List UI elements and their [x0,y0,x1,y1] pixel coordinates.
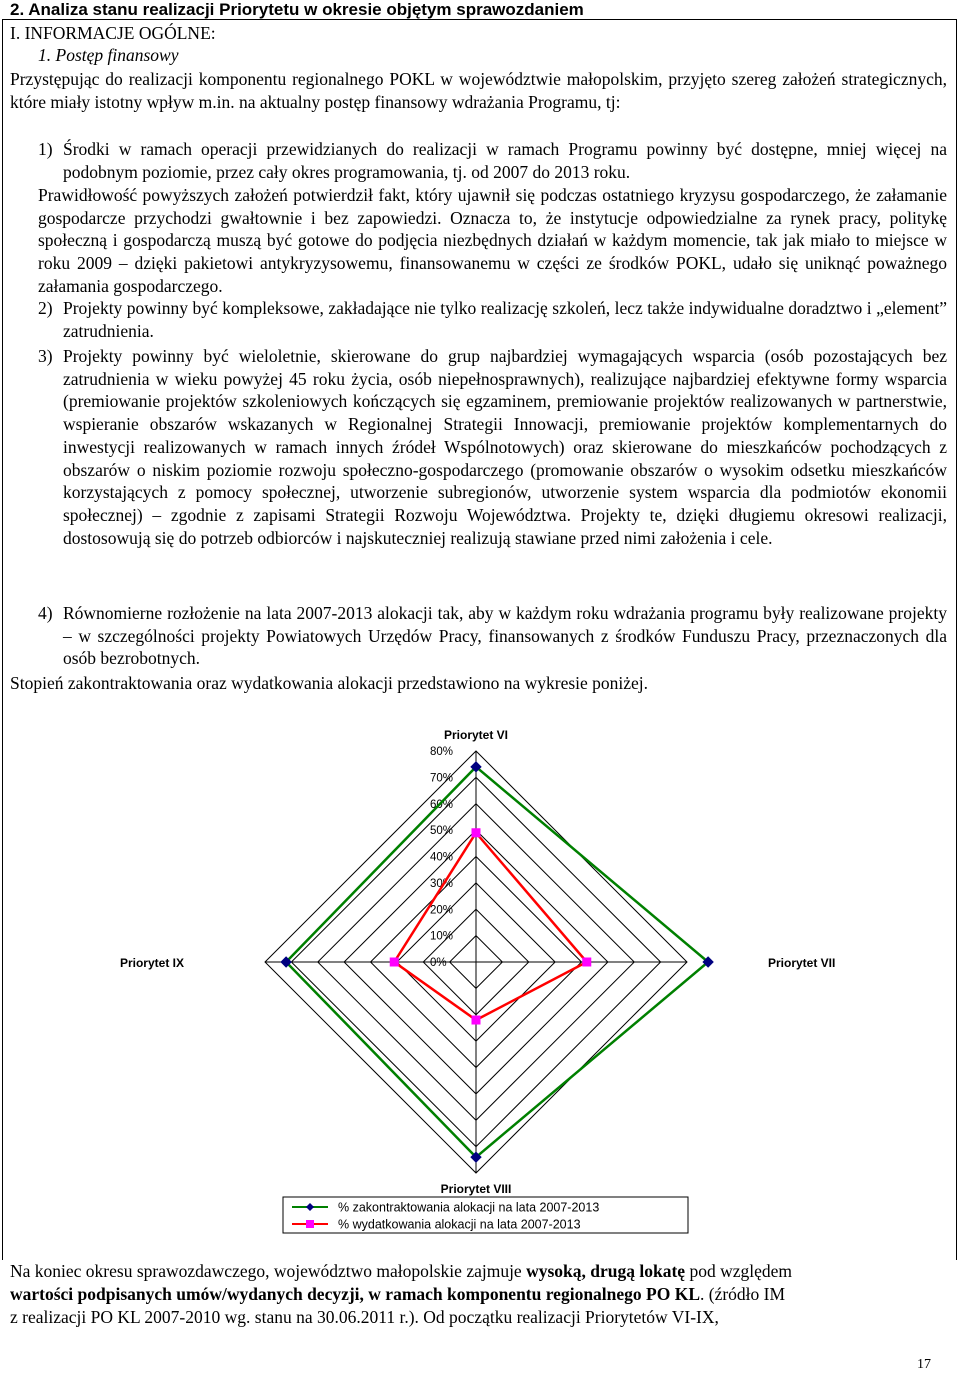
section-heading: 2. Analiza stanu realizacji Priorytetu w okresie objętym sprawozdaniem [10,0,584,19]
list-item-4 [0,602,960,672]
list-number: 2) [38,298,53,318]
radar-chart [106,701,848,1241]
radar-point-marker [583,958,591,966]
radar-chart-svg [106,701,848,1241]
list-number: 1) [38,139,53,159]
legend-label: % zakontraktowania alokacji na lata 2007-2013 [338,1200,600,1215]
intro-paragraph: Przystępując do realizacji komponentu regionalnego POKL w województwie małopolskim, przyjęto szereg założeń strategicznych, które miały istotny wpływ m.in. na aktualny postęp finansowy wdrażania Programu, tj: [10,69,947,112]
closing-line-1 [10,1260,947,1283]
radar-category-label: Priorytet VI [443,728,509,742]
radar-tick-label: 40% [430,851,454,864]
confirm-paragraph: Prawidłowość powyższych założeń potwierdził fakt, który ujawnił się podczas ostatniego kryzysu gospodarczego, że załamanie gospodarcze przychodzi gwałtownie i bez zapowiedzi. Oznacza to, że instytucje odpowiedzialne za rynek pracy, politykę społeczną i gospodarczą muszą być gotowe do podjęcia niezbędnych działań w każdym momencie, tak jak miało to miejsce w roku 2009 – dzięki pakietowi antykryzysowemu, finansowanemu w części ze środków POKL, udało się uniknąć poważnego załamania gospodarczego. [38,185,947,296]
radar-category-label: Priorytet VII [768,956,836,970]
radar-category-label: Priorytet IX [119,956,184,970]
closing-line-3: z realizacji PO KL 2007-2010 wg. stanu na 30.06.2011 r.). Od początku realizacji Priorytetów VI-IX, [10,1307,719,1327]
legend-label: % wydatkowania alokacji na lata 2007-2013 [338,1217,581,1232]
closing-text: . (źródło IM [700,1284,786,1304]
list-text: Projekty powinny być wieloletnie, skierowane do grup najbardziej wymagających wsparcia (osób pozostających bez zatrudnienia w wieku powyżej 45 roku życia, osób niepełnosprawnych), realizujące najbardziej efektywne formy wsparcia (premiowanie projektów szkoleniowych kończących się egzaminem, premiowanie projektów realizowanych w partnerstwie, wspieranie obszarów wskazanych w Regionalnej Strategii Innowacji, premiowanie projektów komplementarnych do inwestycji realizowanych w ramach innych źródeł Wspólnotowych) oraz skierowane do mieszkańców pochodzących z obszarów o niskim poziomie rozwoju społeczno-gospodarczego (promowanie obszarów o wysokim odsetku mieszkańców korzystających z pomocy społecznej, utworzenie subregionów, utworzenie system wsparcia dla podmiotów ekonomii społecznej) – zgodnie z zapisami Strategii Rozwoju Województwa. Projekty te, dzięki długiemu okresowi realizacji, dostosowują się do potrzeb odbiorców i najskuteczniej realizują stawiane przed nimi założenia i cele. [63,346,947,548]
financial-progress-heading: 1. Postęp finansowy [38,45,179,65]
closing-emphasis: wartości podpisanych umów/wydanych decyzji, w ramach komponentu regionalnego PO KL [10,1284,700,1304]
radar-tick-label: 50% [430,825,454,838]
radar-point-marker [390,958,398,966]
radar-tick-label: 80% [430,746,454,758]
radar-category-label: Priorytet VIII [440,1182,512,1196]
list-item-3 [0,345,960,595]
radar-point-marker [472,1016,480,1024]
radar-tick-label: 70% [430,772,454,785]
closing-emphasis: wysoką, drugą lokatę [526,1261,686,1281]
closing-text: Na koniec okresu sprawozdawczego, województwo małopolskie zajmuje [10,1261,527,1281]
chart-intro: Stopień zakontraktowania oraz wydatkowania alokacji przedstawiono na wykresie poniżej. [10,673,649,693]
list-item-2 [0,297,960,343]
radar-tick-label: 30% [430,877,454,890]
list-number: 4) [38,603,53,623]
general-info-heading: I. INFORMACJE OGÓLNE: [10,23,216,43]
list-number: 3) [38,346,53,366]
page-number: 17 [917,1357,931,1372]
list-item-1 [0,138,960,184]
radar-tick-label: 60% [430,798,454,811]
closing-line-2 [10,1283,947,1306]
radar-tick-label: 20% [430,904,454,917]
radar-tick-label: 0% [430,957,447,969]
list-text: Projekty powinny być kompleksowe, zakładające nie tylko realizację szkoleń, lecz także indywidualne doradztwo i „element” zatrudnienia. [63,298,947,341]
list-text: Równomierne rozłożenie na lata 2007-2013 alokacji tak, aby w każdym roku wdrażania programu były realizowane projekty – w szczególności projekty Powiatowych Urzędów Pracy, finansowanych z środków Funduszu Pracy, przeznaczonych dla osób bezrobotnych. [63,603,947,669]
list-text: Środki w ramach operacji przewidzianych do realizacji w ramach Programu powinny być dostępne, mniej więcej na podobnym poziomie, przez cały okres programowania, tj. od 2007 do 2013 roku. [63,139,947,182]
radar-tick-label: 10% [430,930,454,943]
closing-text: pod względem [685,1261,792,1281]
radar-point-marker [472,829,480,837]
legend-marker [306,1220,314,1228]
radar-series-line [394,833,587,1020]
